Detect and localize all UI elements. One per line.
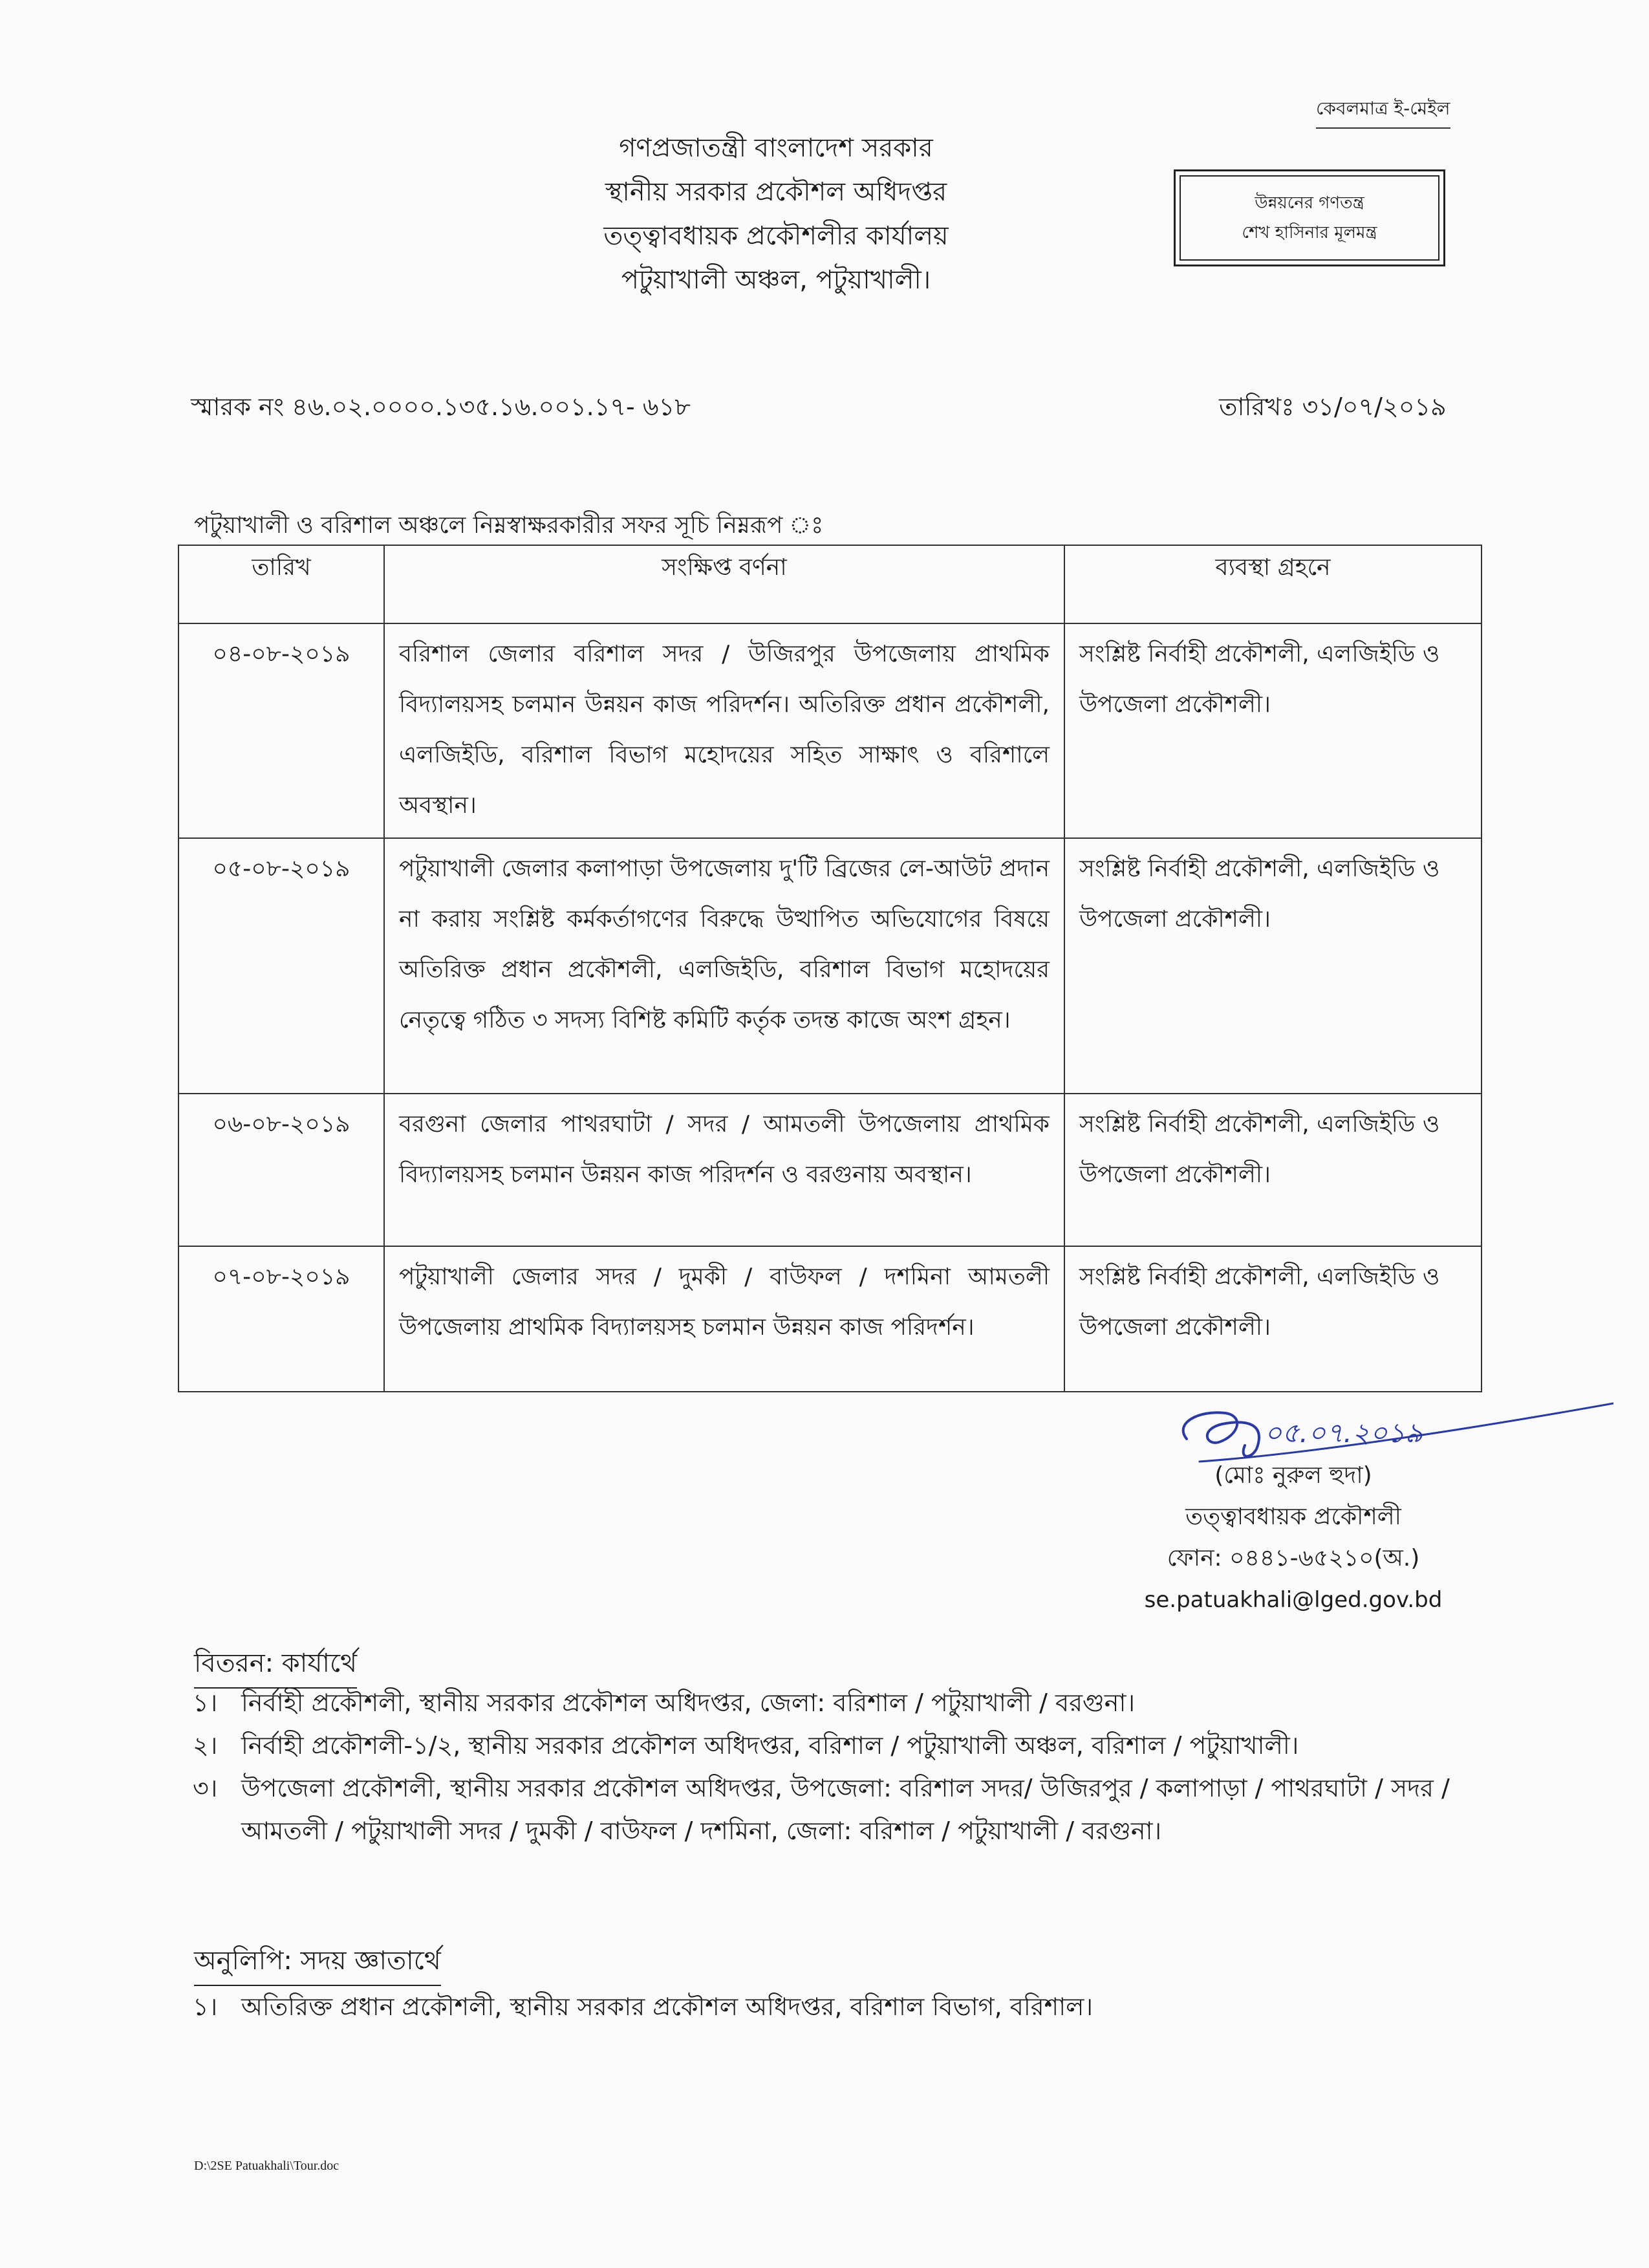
header-date: তারিখ [178, 545, 384, 623]
list-item [193, 1724, 1486, 1767]
distribution-title: বিতরন: কার্যার্থে [194, 1643, 357, 1689]
list-item [193, 1767, 1486, 1852]
list-item-number: ১। [193, 1689, 218, 1717]
list-item-text: নির্বাহী প্রকৌশলী-১/২, স্থানীয় সরকার প্রকৌশল অধিদপ্তর, বরিশাল / পটুয়াখালী অঞ্চল, বরিশাল / পটুয়াখালী। [241, 1731, 1299, 1760]
letterhead-line-location: পটুয়াখালী অঞ্চল, পটুয়াখালী। [621, 265, 931, 295]
list-item [193, 1681, 1486, 1724]
list-item-number: ১। [193, 1993, 218, 2021]
row-description: পটুয়াখালী জেলার সদর / দুমকী / বাউফল / দশমিনা আমতলী উপজেলায় প্রাথমিক বিদ্যালয়সহ চলমান উন্নয়ন কাজ পরিদর্শন। [384, 1246, 1064, 1392]
table-row [178, 838, 1482, 1094]
table-row [178, 1246, 1482, 1392]
motto-box [1174, 169, 1445, 266]
letterhead-line-government: গণপ্রজাতন্ত্রী বাংলাদেশ সরকার [619, 133, 933, 163]
memo-date: তারিখঃ ৩১/০৭/২০১৯ [1219, 393, 1447, 421]
row-action: সংশ্লিষ্ট নির্বাহী প্রকৌশলী, এলজিইডি ও উপজেলা প্রকৌশলী। [1064, 1246, 1482, 1392]
row-description: বরিশাল জেলার বরিশাল সদর / উজিরপুর উপজেলায় প্রাথমিক বিদ্যালয়সহ চলমান উন্নয়ন কাজ পরিদর্শন। অতিরিক্ত প্রধান প্রকৌশলী, এলজিইডি, বরিশাল বিভাগ মহোদয়ের সহিত সাক্ষাৎ ও বরিশালে অবস্থান। [384, 623, 1064, 838]
row-date: ০৭-০৮-২০১৯ [178, 1246, 384, 1392]
row-action: সংশ্লিষ্ট নির্বাহী প্রকৌশলী, এলজিইডি ও উপজেলা প্রকৌশলী। [1064, 838, 1482, 1094]
table-header-row [178, 545, 1482, 623]
motto-inner-box [1180, 175, 1439, 261]
table-row [178, 1094, 1482, 1246]
motto-line-1: উন্নয়নের গণতন্ত্র [1255, 193, 1364, 213]
signature-date-scribble: ০৫.০৭.২০১৯ [1264, 1417, 1423, 1449]
row-description: পটুয়াখালী জেলার কলাপাড়া উপজেলায় দু'টি ব্রিজের লে-আউট প্রদান না করায় সংশ্লিষ্ট কর্মকর্তাগণের বিরুদ্ধে উত্থাপিত অভিযোগের বিষয়ে অতিরিক্ত প্রধান প্রকৌশলী, এলজিইডি, বরিশাল বিভাগ মহোদয়ের নেতৃত্বে গঠিত ৩ সদস্য বিশিষ্ট কমিটি কর্তৃক তদন্ত কাজে অংশ গ্রহন। [384, 838, 1064, 1094]
row-date: ০৬-০৮-২০১৯ [178, 1094, 384, 1246]
table-row [178, 623, 1482, 838]
list-item-text: নির্বাহী প্রকৌশলী, স্থানীয় সরকার প্রকৌশল অধিদপ্তর, জেলা: বরিশাল / পটুয়াখালী / বরগুনা। [241, 1689, 1136, 1717]
list-item-number: ২। [193, 1731, 218, 1760]
tour-schedule-table [178, 545, 1482, 1392]
signatory-phone: ফোন: ০৪৪১-৬৫২১০(অ.) [1167, 1545, 1420, 1571]
schedule-intro: পটুয়াখালী ও বরিশাল অঞ্চলে নিম্নস্বাক্ষরকারীর সফর সূচি নিম্নরূপ ঃ [194, 512, 824, 539]
header-action: ব্যবস্থা গ্রহনে [1064, 545, 1482, 623]
signatory-designation: তত্ত্বাবধায়ক প্রকৌশলী [1185, 1504, 1401, 1530]
file-path-footer: D:\2SE Patuakhali\Tour.doc [194, 2159, 339, 2173]
row-action: সংশ্লিষ্ট নির্বাহী প্রকৌশলী, এলজিইডি ও উপজেলা প্রকৌশলী। [1064, 1094, 1482, 1246]
motto-line-2: শেখ হাসিনার মূলমন্ত্র [1242, 223, 1377, 243]
row-date: ০৫-০৮-২০১৯ [178, 838, 384, 1094]
list-item [193, 1985, 1486, 2028]
distribution-list [193, 1681, 1486, 1852]
list-item-text: উপজেলা প্রকৌশলী, স্থানীয় সরকার প্রকৌশল অধিদপ্তর, উপজেলা: বরিশাল সদর/ উজিরপুর / কলাপাড়া / পাথরঘাটা / সদর / আমতলী / পটুয়াখালী সদর / দুমকী / বাউফল / দশমিনা, জেলা: বরিশাল / পটুয়াখালী / বরগুনা। [241, 1774, 1450, 1845]
letterhead-line-office: তত্ত্বাবধায়ক প্রকৌশলীর কার্যালয় [603, 221, 949, 251]
signatory-name: (মোঃ নুরুল হুদা) [1214, 1462, 1372, 1489]
letterhead [453, 126, 1099, 302]
copy-title: অনুলিপি: সদয় জ্ঞাতার্থে [194, 1940, 441, 1986]
memo-number: স্মারক নং ৪৬.০২.০০০০.১৩৫.১৬.০০১.১৭- ৬১৮ [191, 393, 691, 421]
email-only-label: কেবলমাত্র ই-মেইল [1316, 94, 1450, 129]
signatory-email: se.patuakhali@lged.gov.bd [1144, 1587, 1443, 1613]
row-date: ০৪-০৮-২০১৯ [178, 623, 384, 838]
copy-list [193, 1985, 1486, 2028]
header-description: সংক্ষিপ্ত বর্ণনা [384, 545, 1064, 623]
signature-block [1086, 1455, 1500, 1621]
row-action: সংশ্লিষ্ট নির্বাহী প্রকৌশলী, এলজিইডি ও উপজেলা প্রকৌশলী। [1064, 623, 1482, 838]
list-item-number: ৩। [193, 1774, 218, 1802]
letterhead-line-department: স্থানীয় সরকার প্রকৌশল অধিদপ্তর [605, 177, 947, 207]
list-item-text: অতিরিক্ত প্রধান প্রকৌশলী, স্থানীয় সরকার প্রকৌশল অধিদপ্তর, বরিশাল বিভাগ, বরিশাল। [241, 1993, 1094, 2021]
row-description: বরগুনা জেলার পাথরঘাটা / সদর / আমতলী উপজেলায় প্রাথমিক বিদ্যালয়সহ চলমান উন্নয়ন কাজ পরিদর্শন ও বরগুনায় অবস্থান। [384, 1094, 1064, 1246]
